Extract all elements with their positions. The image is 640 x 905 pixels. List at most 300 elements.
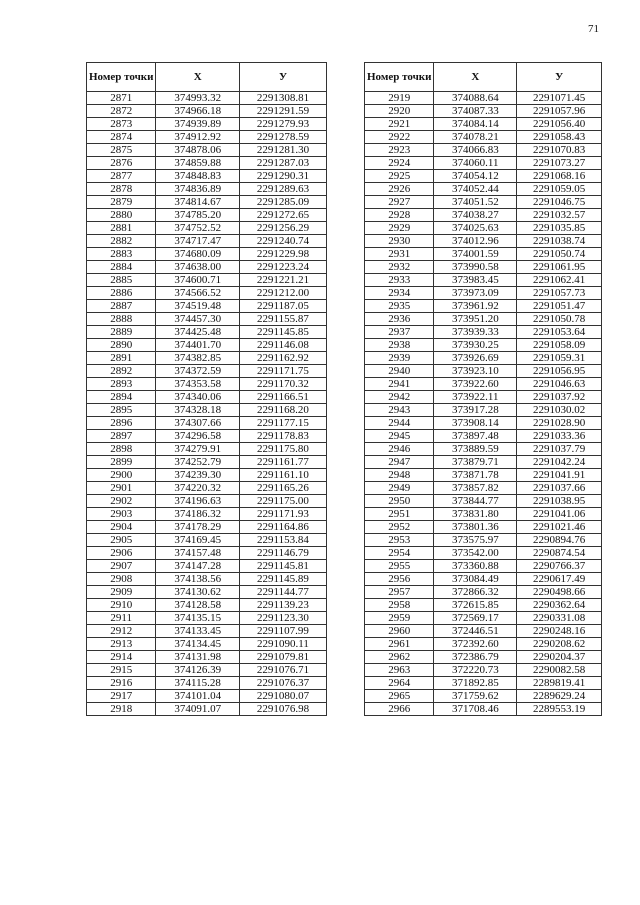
x-coordinate-cell: 374993.32 [156, 92, 240, 105]
table-row [87, 703, 327, 716]
table-row [365, 534, 602, 547]
point-number-cell: 2924 [365, 157, 434, 170]
point-number-cell: 2956 [365, 573, 434, 586]
y-coordinate-cell: 2291291.59 [239, 105, 326, 118]
table-row [365, 222, 602, 235]
point-number-cell: 2948 [365, 469, 434, 482]
x-coordinate-cell: 374186.32 [156, 508, 240, 521]
table-row [87, 105, 327, 118]
point-number-cell: 2909 [87, 586, 156, 599]
table-row [87, 508, 327, 521]
table-header-row [87, 63, 327, 92]
point-number-cell: 2906 [87, 547, 156, 560]
x-coordinate-cell: 374328.18 [156, 404, 240, 417]
y-coordinate-cell: 2291146.08 [239, 339, 326, 352]
y-coordinate-cell: 2290208.62 [517, 638, 602, 651]
table-row [365, 690, 602, 703]
y-coordinate-cell: 2291166.51 [239, 391, 326, 404]
point-number-cell: 2887 [87, 300, 156, 313]
table-row [87, 391, 327, 404]
table-row [365, 586, 602, 599]
table-row [87, 495, 327, 508]
y-coordinate-cell: 2291037.66 [517, 482, 602, 495]
x-coordinate-cell: 372569.17 [434, 612, 517, 625]
table-row [87, 157, 327, 170]
x-coordinate-cell: 373908.14 [434, 417, 517, 430]
table-row [365, 378, 602, 391]
y-coordinate-cell: 2291139.23 [239, 599, 326, 612]
x-coordinate-cell: 373961.92 [434, 300, 517, 313]
point-number-cell: 2908 [87, 573, 156, 586]
point-number-cell: 2954 [365, 547, 434, 560]
x-coordinate-cell: 374060.11 [434, 157, 517, 170]
y-coordinate-cell: 2291290.31 [239, 170, 326, 183]
table-row [87, 352, 327, 365]
table-row [365, 456, 602, 469]
table-row [365, 300, 602, 313]
y-coordinate-cell: 2290204.37 [517, 651, 602, 664]
point-number-cell: 2876 [87, 157, 156, 170]
y-coordinate-cell: 2289629.24 [517, 690, 602, 703]
y-coordinate-cell: 2291076.71 [239, 664, 326, 677]
point-number-cell: 2914 [87, 651, 156, 664]
point-number-cell: 2892 [87, 365, 156, 378]
y-coordinate-cell: 2291056.95 [517, 365, 602, 378]
table-row [365, 235, 602, 248]
y-coordinate-cell: 2291278.59 [239, 131, 326, 144]
point-number-cell: 2896 [87, 417, 156, 430]
x-coordinate-cell: 374836.89 [156, 183, 240, 196]
point-number-cell: 2955 [365, 560, 434, 573]
x-coordinate-cell: 373360.88 [434, 560, 517, 573]
x-coordinate-cell: 373801.36 [434, 521, 517, 534]
point-number-cell: 2905 [87, 534, 156, 547]
x-coordinate-cell: 374131.98 [156, 651, 240, 664]
y-coordinate-cell: 2291035.85 [517, 222, 602, 235]
y-coordinate-cell: 2291161.10 [239, 469, 326, 482]
y-coordinate-cell: 2291032.57 [517, 209, 602, 222]
x-coordinate-cell: 372615.85 [434, 599, 517, 612]
table-row [365, 118, 602, 131]
y-coordinate-cell: 2291272.65 [239, 209, 326, 222]
table-row [365, 326, 602, 339]
x-coordinate-cell: 373084.49 [434, 573, 517, 586]
table-row [87, 677, 327, 690]
y-coordinate-cell: 2289553.19 [517, 703, 602, 716]
x-coordinate-cell: 374196.63 [156, 495, 240, 508]
table-row [365, 664, 602, 677]
x-coordinate-cell: 374848.83 [156, 170, 240, 183]
table-row [365, 170, 602, 183]
x-coordinate-cell: 374001.59 [434, 248, 517, 261]
y-coordinate-cell: 2291178.83 [239, 430, 326, 443]
point-number-cell: 2950 [365, 495, 434, 508]
y-coordinate-cell: 2291229.98 [239, 248, 326, 261]
x-coordinate-cell: 374051.52 [434, 196, 517, 209]
point-number-cell: 2965 [365, 690, 434, 703]
y-coordinate-cell: 2291037.79 [517, 443, 602, 456]
x-coordinate-cell: 374169.45 [156, 534, 240, 547]
x-coordinate-cell: 374425.48 [156, 326, 240, 339]
y-coordinate-cell: 2291042.24 [517, 456, 602, 469]
point-number-cell: 2910 [87, 599, 156, 612]
x-coordinate-cell: 374239.30 [156, 469, 240, 482]
point-number-cell: 2888 [87, 313, 156, 326]
point-number-cell: 2901 [87, 482, 156, 495]
table-row [365, 651, 602, 664]
x-coordinate-cell: 374912.92 [156, 131, 240, 144]
y-coordinate-cell: 2291285.09 [239, 196, 326, 209]
point-number-cell: 2923 [365, 144, 434, 157]
x-coordinate-cell: 374157.48 [156, 547, 240, 560]
x-coordinate-cell: 374012.96 [434, 235, 517, 248]
point-number-cell: 2929 [365, 222, 434, 235]
x-coordinate-cell: 374130.62 [156, 586, 240, 599]
x-coordinate-cell: 373879.71 [434, 456, 517, 469]
x-coordinate-cell: 374084.14 [434, 118, 517, 131]
point-number-cell: 2949 [365, 482, 434, 495]
x-coordinate-cell: 373951.20 [434, 313, 517, 326]
y-coordinate-cell: 2291041.06 [517, 508, 602, 521]
x-coordinate-cell: 373871.78 [434, 469, 517, 482]
point-number-cell: 2952 [365, 521, 434, 534]
x-coordinate-cell: 374078.21 [434, 131, 517, 144]
y-coordinate-cell: 2290874.54 [517, 547, 602, 560]
x-coordinate-cell: 374025.63 [434, 222, 517, 235]
y-coordinate-cell: 2290082.58 [517, 664, 602, 677]
y-coordinate-cell: 2291038.95 [517, 495, 602, 508]
table-row [87, 482, 327, 495]
table-row [365, 430, 602, 443]
table-row [365, 261, 602, 274]
table-row [87, 586, 327, 599]
table-row [87, 560, 327, 573]
y-coordinate-cell: 2290331.08 [517, 612, 602, 625]
point-number-cell: 2932 [365, 261, 434, 274]
y-header: У [239, 63, 326, 92]
y-coordinate-cell: 2291038.74 [517, 235, 602, 248]
x-coordinate-cell: 374638.00 [156, 261, 240, 274]
point-number-header: Номер точки [365, 63, 434, 92]
table-row [365, 469, 602, 482]
table-row [87, 417, 327, 430]
point-number-cell: 2907 [87, 560, 156, 573]
point-number-cell: 2871 [87, 92, 156, 105]
x-coordinate-cell: 374220.32 [156, 482, 240, 495]
x-coordinate-cell: 374752.52 [156, 222, 240, 235]
table-row [87, 378, 327, 391]
y-coordinate-cell: 2291062.41 [517, 274, 602, 287]
y-coordinate-cell: 2291051.47 [517, 300, 602, 313]
y-coordinate-cell: 2291145.81 [239, 560, 326, 573]
point-number-cell: 2873 [87, 118, 156, 131]
table-row [87, 547, 327, 560]
x-coordinate-cell: 371708.46 [434, 703, 517, 716]
x-coordinate-cell: 374457.30 [156, 313, 240, 326]
x-coordinate-cell: 373939.33 [434, 326, 517, 339]
point-number-cell: 2885 [87, 274, 156, 287]
table-row [87, 131, 327, 144]
x-coordinate-cell: 372446.51 [434, 625, 517, 638]
x-coordinate-cell: 374353.58 [156, 378, 240, 391]
table-row [365, 157, 602, 170]
x-coordinate-cell: 374382.85 [156, 352, 240, 365]
y-coordinate-cell: 2291123.30 [239, 612, 326, 625]
table-row [365, 599, 602, 612]
y-coordinate-cell: 2291046.75 [517, 196, 602, 209]
x-coordinate-cell: 374038.27 [434, 209, 517, 222]
table-row [87, 612, 327, 625]
x-coordinate-cell: 373930.25 [434, 339, 517, 352]
y-coordinate-cell: 2291079.81 [239, 651, 326, 664]
table-row [87, 339, 327, 352]
y-coordinate-cell: 2291073.27 [517, 157, 602, 170]
point-number-cell: 2925 [365, 170, 434, 183]
point-number-cell: 2891 [87, 352, 156, 365]
x-coordinate-cell: 374135.15 [156, 612, 240, 625]
table-row [87, 651, 327, 664]
point-number-cell: 2872 [87, 105, 156, 118]
table-row [87, 469, 327, 482]
point-number-cell: 2964 [365, 677, 434, 690]
table-row [365, 573, 602, 586]
table-row [365, 313, 602, 326]
y-coordinate-cell: 2291281.30 [239, 144, 326, 157]
point-number-cell: 2894 [87, 391, 156, 404]
table-row [87, 235, 327, 248]
table-row [87, 144, 327, 157]
y-coordinate-cell: 2291090.11 [239, 638, 326, 651]
x-coordinate-cell: 374101.04 [156, 690, 240, 703]
point-number-cell: 2928 [365, 209, 434, 222]
y-coordinate-cell: 2291171.75 [239, 365, 326, 378]
x-coordinate-cell: 374115.28 [156, 677, 240, 690]
x-coordinate-cell: 372386.79 [434, 651, 517, 664]
x-coordinate-cell: 374279.91 [156, 443, 240, 456]
point-number-cell: 2900 [87, 469, 156, 482]
x-coordinate-cell: 374785.20 [156, 209, 240, 222]
table-row [87, 300, 327, 313]
point-number-cell: 2931 [365, 248, 434, 261]
y-coordinate-cell: 2291240.74 [239, 235, 326, 248]
x-coordinate-cell: 372220.73 [434, 664, 517, 677]
x-coordinate-cell: 373831.80 [434, 508, 517, 521]
table-row [365, 131, 602, 144]
y-coordinate-cell: 2291165.26 [239, 482, 326, 495]
point-number-cell: 2945 [365, 430, 434, 443]
point-number-cell: 2953 [365, 534, 434, 547]
point-number-cell: 2936 [365, 313, 434, 326]
table-row [87, 274, 327, 287]
y-coordinate-cell: 2290248.16 [517, 625, 602, 638]
y-coordinate-cell: 2291153.84 [239, 534, 326, 547]
x-coordinate-cell: 373844.77 [434, 495, 517, 508]
point-number-cell: 2886 [87, 287, 156, 300]
y-coordinate-cell: 2291071.45 [517, 92, 602, 105]
table-row [365, 560, 602, 573]
x-coordinate-cell: 374307.66 [156, 417, 240, 430]
y-coordinate-cell: 2291030.02 [517, 404, 602, 417]
x-coordinate-cell: 373922.11 [434, 391, 517, 404]
point-number-cell: 2942 [365, 391, 434, 404]
x-coordinate-cell: 374519.48 [156, 300, 240, 313]
y-coordinate-cell: 2291057.96 [517, 105, 602, 118]
x-coordinate-cell: 372866.32 [434, 586, 517, 599]
table-row [365, 404, 602, 417]
x-coordinate-cell: 371892.85 [434, 677, 517, 690]
table-row [87, 326, 327, 339]
point-number-cell: 2926 [365, 183, 434, 196]
x-coordinate-cell: 374147.28 [156, 560, 240, 573]
table-row [365, 625, 602, 638]
x-coordinate-cell: 372392.60 [434, 638, 517, 651]
y-coordinate-cell: 2291058.43 [517, 131, 602, 144]
x-coordinate-cell: 373917.28 [434, 404, 517, 417]
table-row [87, 248, 327, 261]
y-coordinate-cell: 2291175.00 [239, 495, 326, 508]
y-coordinate-cell: 2291177.15 [239, 417, 326, 430]
x-coordinate-cell: 374178.29 [156, 521, 240, 534]
point-number-cell: 2921 [365, 118, 434, 131]
table-row [87, 92, 327, 105]
y-coordinate-cell: 2291053.64 [517, 326, 602, 339]
y-coordinate-cell: 2291021.46 [517, 521, 602, 534]
y-coordinate-cell: 2291145.85 [239, 326, 326, 339]
y-coordinate-cell: 2291080.07 [239, 690, 326, 703]
x-coordinate-cell: 374401.70 [156, 339, 240, 352]
y-coordinate-cell: 2289819.41 [517, 677, 602, 690]
table-row [87, 638, 327, 651]
point-number-cell: 2899 [87, 456, 156, 469]
x-coordinate-cell: 374296.58 [156, 430, 240, 443]
point-number-cell: 2930 [365, 235, 434, 248]
point-number-cell: 2933 [365, 274, 434, 287]
x-coordinate-cell: 374088.64 [434, 92, 517, 105]
table-row [365, 339, 602, 352]
y-coordinate-cell: 2291256.29 [239, 222, 326, 235]
y-coordinate-cell: 2291223.24 [239, 261, 326, 274]
point-number-cell: 2934 [365, 287, 434, 300]
y-coordinate-cell: 2291070.83 [517, 144, 602, 157]
y-coordinate-cell: 2291059.31 [517, 352, 602, 365]
point-number-cell: 2941 [365, 378, 434, 391]
table-row [365, 209, 602, 222]
point-number-cell: 2878 [87, 183, 156, 196]
table-row [87, 625, 327, 638]
y-coordinate-cell: 2291061.95 [517, 261, 602, 274]
x-coordinate-cell: 373926.69 [434, 352, 517, 365]
table-row [365, 391, 602, 404]
x-coordinate-cell: 374600.71 [156, 274, 240, 287]
y-coordinate-cell: 2291041.91 [517, 469, 602, 482]
table-row [87, 222, 327, 235]
y-coordinate-cell: 2290498.66 [517, 586, 602, 599]
table-row [365, 287, 602, 300]
point-number-cell: 2903 [87, 508, 156, 521]
y-coordinate-cell: 2291221.21 [239, 274, 326, 287]
y-coordinate-cell: 2291076.37 [239, 677, 326, 690]
x-coordinate-cell: 374878.06 [156, 144, 240, 157]
y-coordinate-cell: 2291168.20 [239, 404, 326, 417]
y-coordinate-cell: 2291164.86 [239, 521, 326, 534]
y-coordinate-cell: 2291146.79 [239, 547, 326, 560]
point-number-cell: 2944 [365, 417, 434, 430]
point-number-cell: 2962 [365, 651, 434, 664]
y-coordinate-cell: 2291037.92 [517, 391, 602, 404]
y-coordinate-cell: 2291289.63 [239, 183, 326, 196]
table-row [365, 183, 602, 196]
point-number-cell: 2893 [87, 378, 156, 391]
table-row [365, 196, 602, 209]
y-coordinate-cell: 2291308.81 [239, 92, 326, 105]
x-coordinate-cell: 373575.97 [434, 534, 517, 547]
table-row [365, 443, 602, 456]
table-row [87, 183, 327, 196]
y-coordinate-cell: 2291059.05 [517, 183, 602, 196]
table-row [365, 547, 602, 560]
y-coordinate-cell: 2291287.03 [239, 157, 326, 170]
y-coordinate-cell: 2290617.49 [517, 573, 602, 586]
table-row [87, 534, 327, 547]
point-number-cell: 2882 [87, 235, 156, 248]
point-number-cell: 2875 [87, 144, 156, 157]
point-number-cell: 2937 [365, 326, 434, 339]
x-coordinate-cell: 374340.06 [156, 391, 240, 404]
table-row [87, 456, 327, 469]
y-coordinate-cell: 2290362.64 [517, 599, 602, 612]
table-row [365, 521, 602, 534]
point-number-cell: 2927 [365, 196, 434, 209]
x-coordinate-cell: 374814.67 [156, 196, 240, 209]
table-row [365, 638, 602, 651]
point-number-cell: 2916 [87, 677, 156, 690]
table-row [87, 313, 327, 326]
table-row [87, 521, 327, 534]
y-coordinate-cell: 2291058.09 [517, 339, 602, 352]
x-coordinate-cell: 374966.18 [156, 105, 240, 118]
x-coordinate-cell: 374091.07 [156, 703, 240, 716]
x-coordinate-cell: 374054.12 [434, 170, 517, 183]
y-coordinate-cell: 2291161.77 [239, 456, 326, 469]
table-row [87, 599, 327, 612]
point-number-cell: 2960 [365, 625, 434, 638]
point-number-cell: 2880 [87, 209, 156, 222]
x-coordinate-cell: 374138.56 [156, 573, 240, 586]
point-number-cell: 2897 [87, 430, 156, 443]
point-number-cell: 2961 [365, 638, 434, 651]
y-coordinate-cell: 2291076.98 [239, 703, 326, 716]
y-coordinate-cell: 2291057.73 [517, 287, 602, 300]
x-coordinate-cell: 374566.52 [156, 287, 240, 300]
point-number-cell: 2919 [365, 92, 434, 105]
point-number-cell: 2874 [87, 131, 156, 144]
table-row [365, 508, 602, 521]
x-coordinate-cell: 373857.82 [434, 482, 517, 495]
x-coordinate-cell: 373973.09 [434, 287, 517, 300]
point-number-cell: 2904 [87, 521, 156, 534]
x-coordinate-cell: 374087.33 [434, 105, 517, 118]
point-number-cell: 2957 [365, 586, 434, 599]
y-header: У [517, 63, 602, 92]
point-number-cell: 2879 [87, 196, 156, 209]
y-coordinate-cell: 2291144.77 [239, 586, 326, 599]
table-row [87, 365, 327, 378]
y-coordinate-cell: 2291056.40 [517, 118, 602, 131]
point-number-cell: 2890 [87, 339, 156, 352]
table-row [365, 92, 602, 105]
coordinates-table-right [364, 62, 602, 716]
y-coordinate-cell: 2291107.99 [239, 625, 326, 638]
